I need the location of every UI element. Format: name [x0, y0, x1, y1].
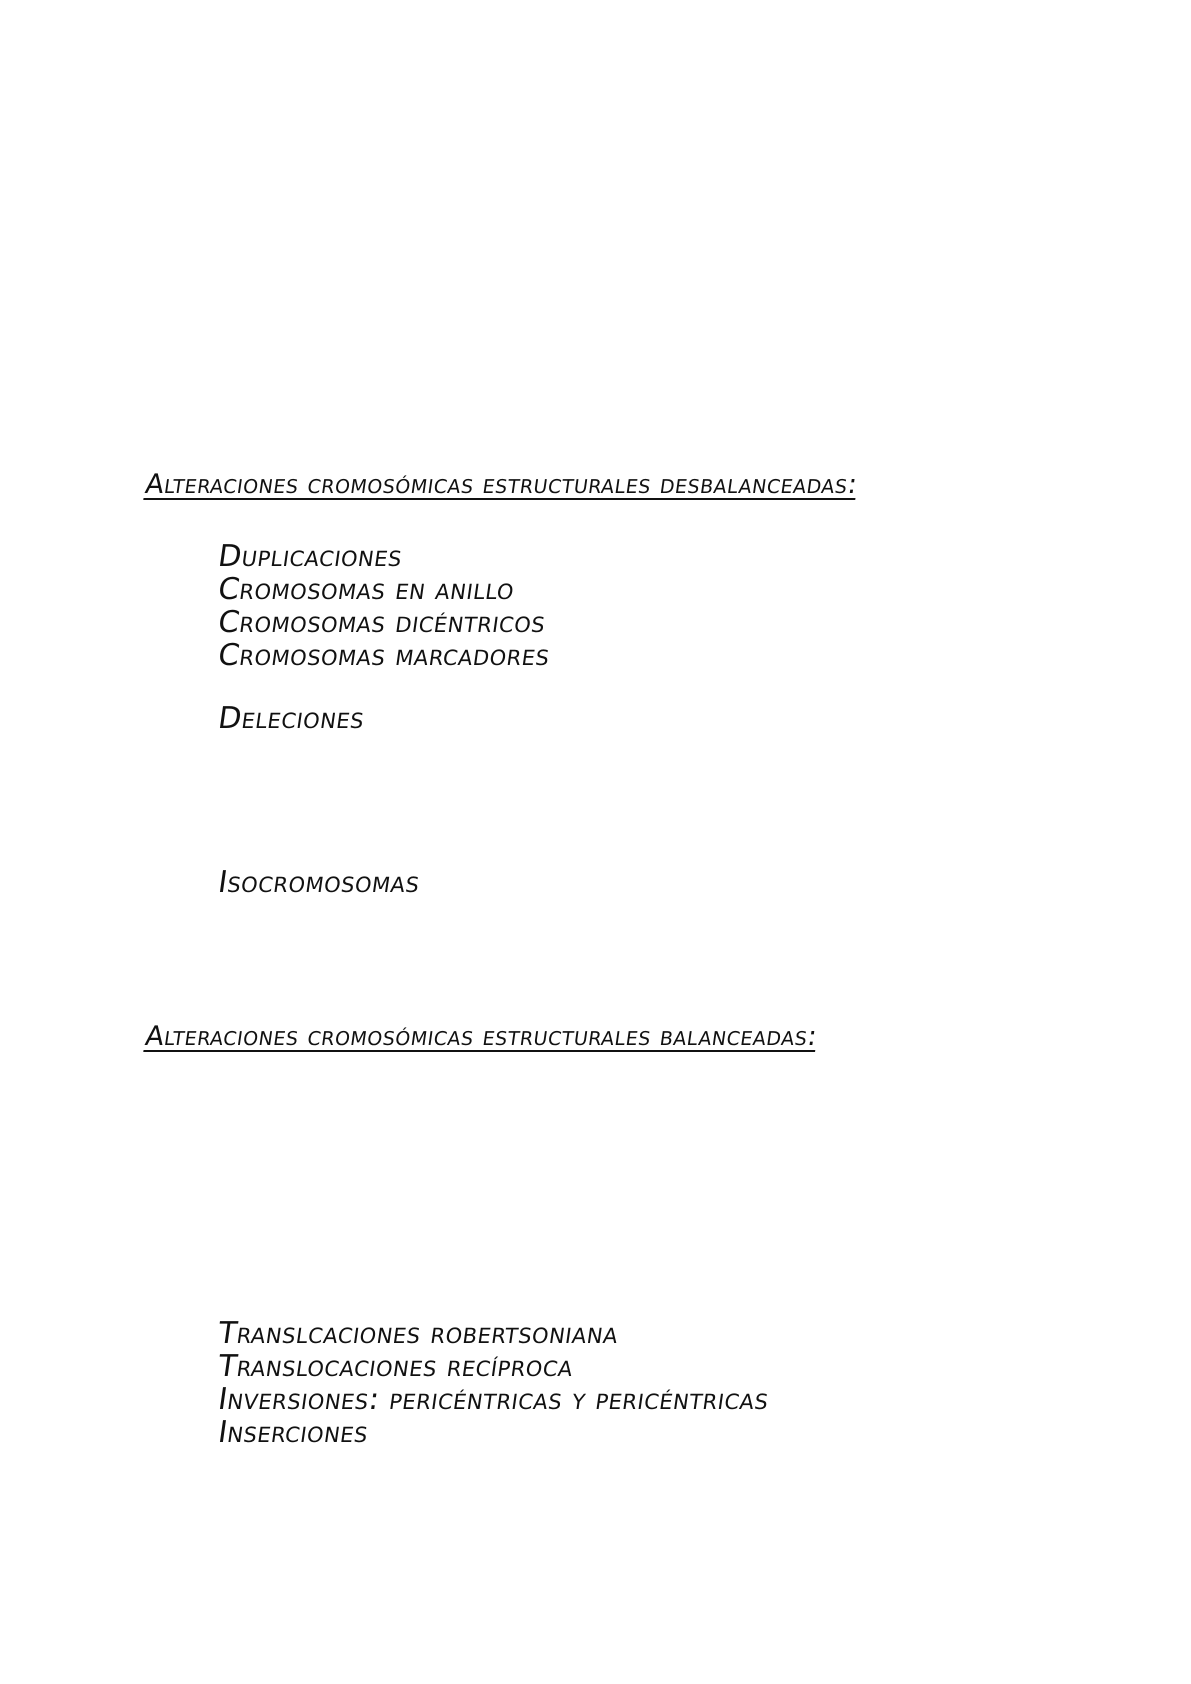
balanced-item-insertions: Inserciones	[215, 1415, 371, 1450]
unbalanced-item-isochromosomes: Isocromosomas	[215, 865, 423, 900]
balanced-section-title: Alteraciones cromosómicas estructurales balanceadas:	[143, 1021, 820, 1052]
balanced-item-reciprocal-translocations: Translocaciones recíproca	[215, 1349, 576, 1384]
unbalanced-item-marker-chromosomes: Cromosomas marcadores	[215, 638, 553, 673]
unbalanced-item-deletions: Deleciones	[215, 701, 367, 736]
unbalanced-item-dicentric-chromosomes: Cromosomas dicéntricos	[215, 605, 548, 640]
balanced-item-inversions: Inversiones: pericéntricas y pericéntricas	[215, 1382, 772, 1417]
balanced-item-robertsonian-translocations: Translcaciones robertsoniana	[215, 1316, 621, 1351]
unbalanced-item-duplications: Duplicaciones	[215, 539, 405, 574]
unbalanced-item-ring-chromosomes: Cromosomas en anillo	[215, 572, 517, 607]
unbalanced-section-title: Alteraciones cromosómicas estructurales desbalanceadas:	[143, 469, 860, 500]
